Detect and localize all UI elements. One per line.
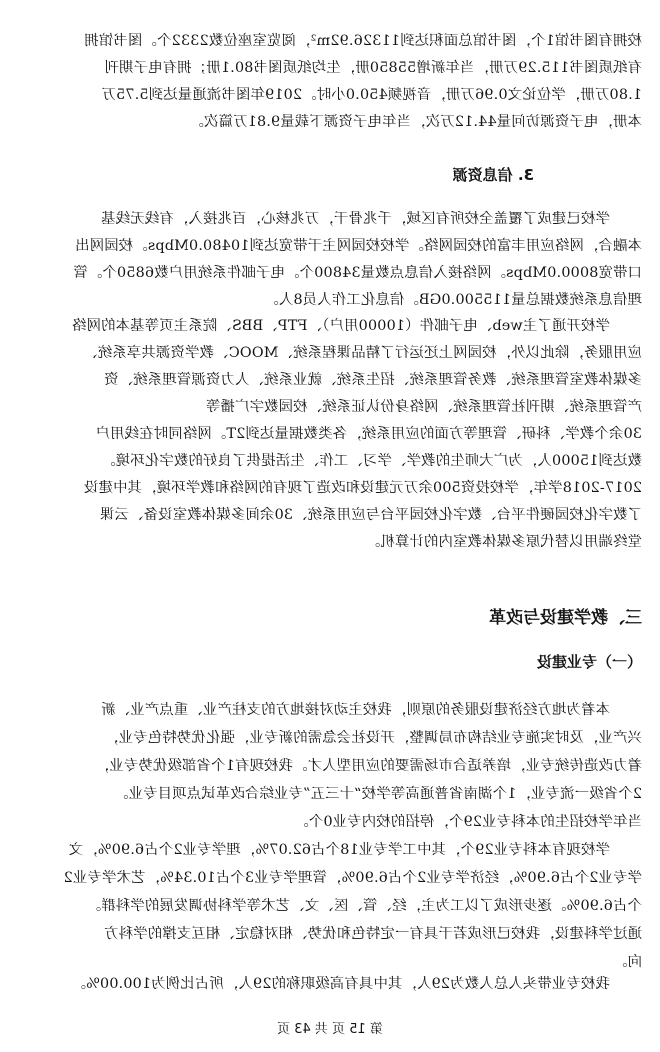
text-line: 30余个教学、科研、管理等方面的应用系统，各类数据量达到2T。网络同时在线用户 <box>95 426 642 442</box>
leaders-paragraph <box>22 970 642 998</box>
text-line: 1.80万册，学位论文0.96万册，音视频450.0小时。2019年图书流通量达到5.75万 <box>101 87 642 103</box>
text-line: 多媒体教室管理系统、教务管理系统、招生系统、就业系统、人力资源管理系统、资 <box>103 372 642 388</box>
text-line: 2个省级一流专业，1个湖南省普通高等学校“十三五”专业综合改革试点项目专业。 <box>113 786 642 802</box>
majors-paragraph <box>22 696 642 836</box>
text-line: 学校现有本科专业29个，其中工学专业18个占62.07%，理学专业2个占6.90%，文 <box>68 842 610 858</box>
text-line: 兴产业，及时实施专业结构布局调整，开设社会急需的新专业，强化优势特色专业， <box>103 730 642 746</box>
text-line: 本册，电子资源访问量44.12万次，当年电子资源下载量9.81万篇次。 <box>189 114 642 130</box>
heading-major-construction: （一）专业建设 <box>536 653 642 671</box>
text-line: 我校专业带头人总人数为29人，其中具有高级职称的29人，所占比例为100.00%。 <box>71 976 610 992</box>
text-line: 学专业2个占6.90%，经济学专业2个占6.90%，管理学专业3个占10.34%，艺术学专业2 <box>63 870 642 886</box>
text-line: 校拥有图书馆1个，图书馆总面积达到11326.92m²，阅览室座位数2332个。图书馆拥 <box>84 33 642 49</box>
text-line: 当年学校招生的本科专业29个，停招的校内专业0个。 <box>294 814 642 830</box>
text-line: 应用服务，除此以外，校园网上还运行了精品课程系统、MOOC、教学资源共享系统、 <box>83 345 642 361</box>
text-line: 学校已建成了覆盖全校所有区域，千兆骨干，万兆核心，百兆接入，有线无线基 <box>101 211 610 227</box>
page-footer: 第 15 页 共 43 页 <box>277 1022 383 1037</box>
text-line: 数达到15000人，为广大师生的教学、学习、工作、生活提供了良好的数字化环境。 <box>101 453 642 469</box>
text-line: 本着为地方经济建设服务的原则，我校主动对接地方的支柱产业、重点产业、新 <box>101 702 610 718</box>
text-line: 了数字化校园硬件平台、数字化校园平台与应用系统、30余间多媒体教室设备、云课 <box>99 507 642 523</box>
text-line: 向。 <box>612 954 642 970</box>
text-line: 堂终端用以替代原多媒体教室内的计算机。 <box>365 534 642 550</box>
applications-paragraph <box>22 313 642 556</box>
network-paragraph <box>22 206 642 314</box>
text-line: 个占6.90%。逐步形成了以工为主，经、管、医、文、艺术等学科协调发展的学科群。 <box>86 898 642 914</box>
heading-info-resources: 3. 信息资源 <box>452 166 534 184</box>
text-line: 着力改造传统专业，培养适合市场需要的应用型人才。我校现有1个省部级优势专业， <box>94 758 642 774</box>
text-line: 学校开通了主web、电子邮件（10000用户）、FTP、BBS、院系主页等基本的网络 <box>71 318 610 334</box>
text-line: 2017-2018学年，学校投资500余万元建设和改造了现有的网络和教学环境，其中建设 <box>83 480 642 496</box>
text-line: 产管理系统、期刊社管理系统、网络身份认证系统、校园数字广播等 <box>205 399 642 415</box>
text-line: 口带宽8000.0Mbps。网络接入信息点数量34800个。电子邮件系统用户数6850个。管 <box>73 265 642 281</box>
disciplines-paragraph <box>22 836 642 976</box>
heading-teaching-construction: 三、教学建设与改革 <box>489 608 642 628</box>
library-paragraph <box>22 28 642 136</box>
text-line: 理信息系统数据总量115500.0GB。信息化工作人员8人。 <box>264 292 642 308</box>
text-line: 有纸质图书115.29万册，当年新增55850册，生均纸质图书80.1册；拥有电子期刊 <box>104 60 642 76</box>
text-line: 通过学科建设，我校已形成若干具有一定特色和优势、相对稳定、相互支撑的学科方 <box>103 926 642 942</box>
text-line: 本融合，网络应用丰富的校园网络。学校校园网主干带宽达到10480.0Mbps。校园网出 <box>74 238 642 254</box>
